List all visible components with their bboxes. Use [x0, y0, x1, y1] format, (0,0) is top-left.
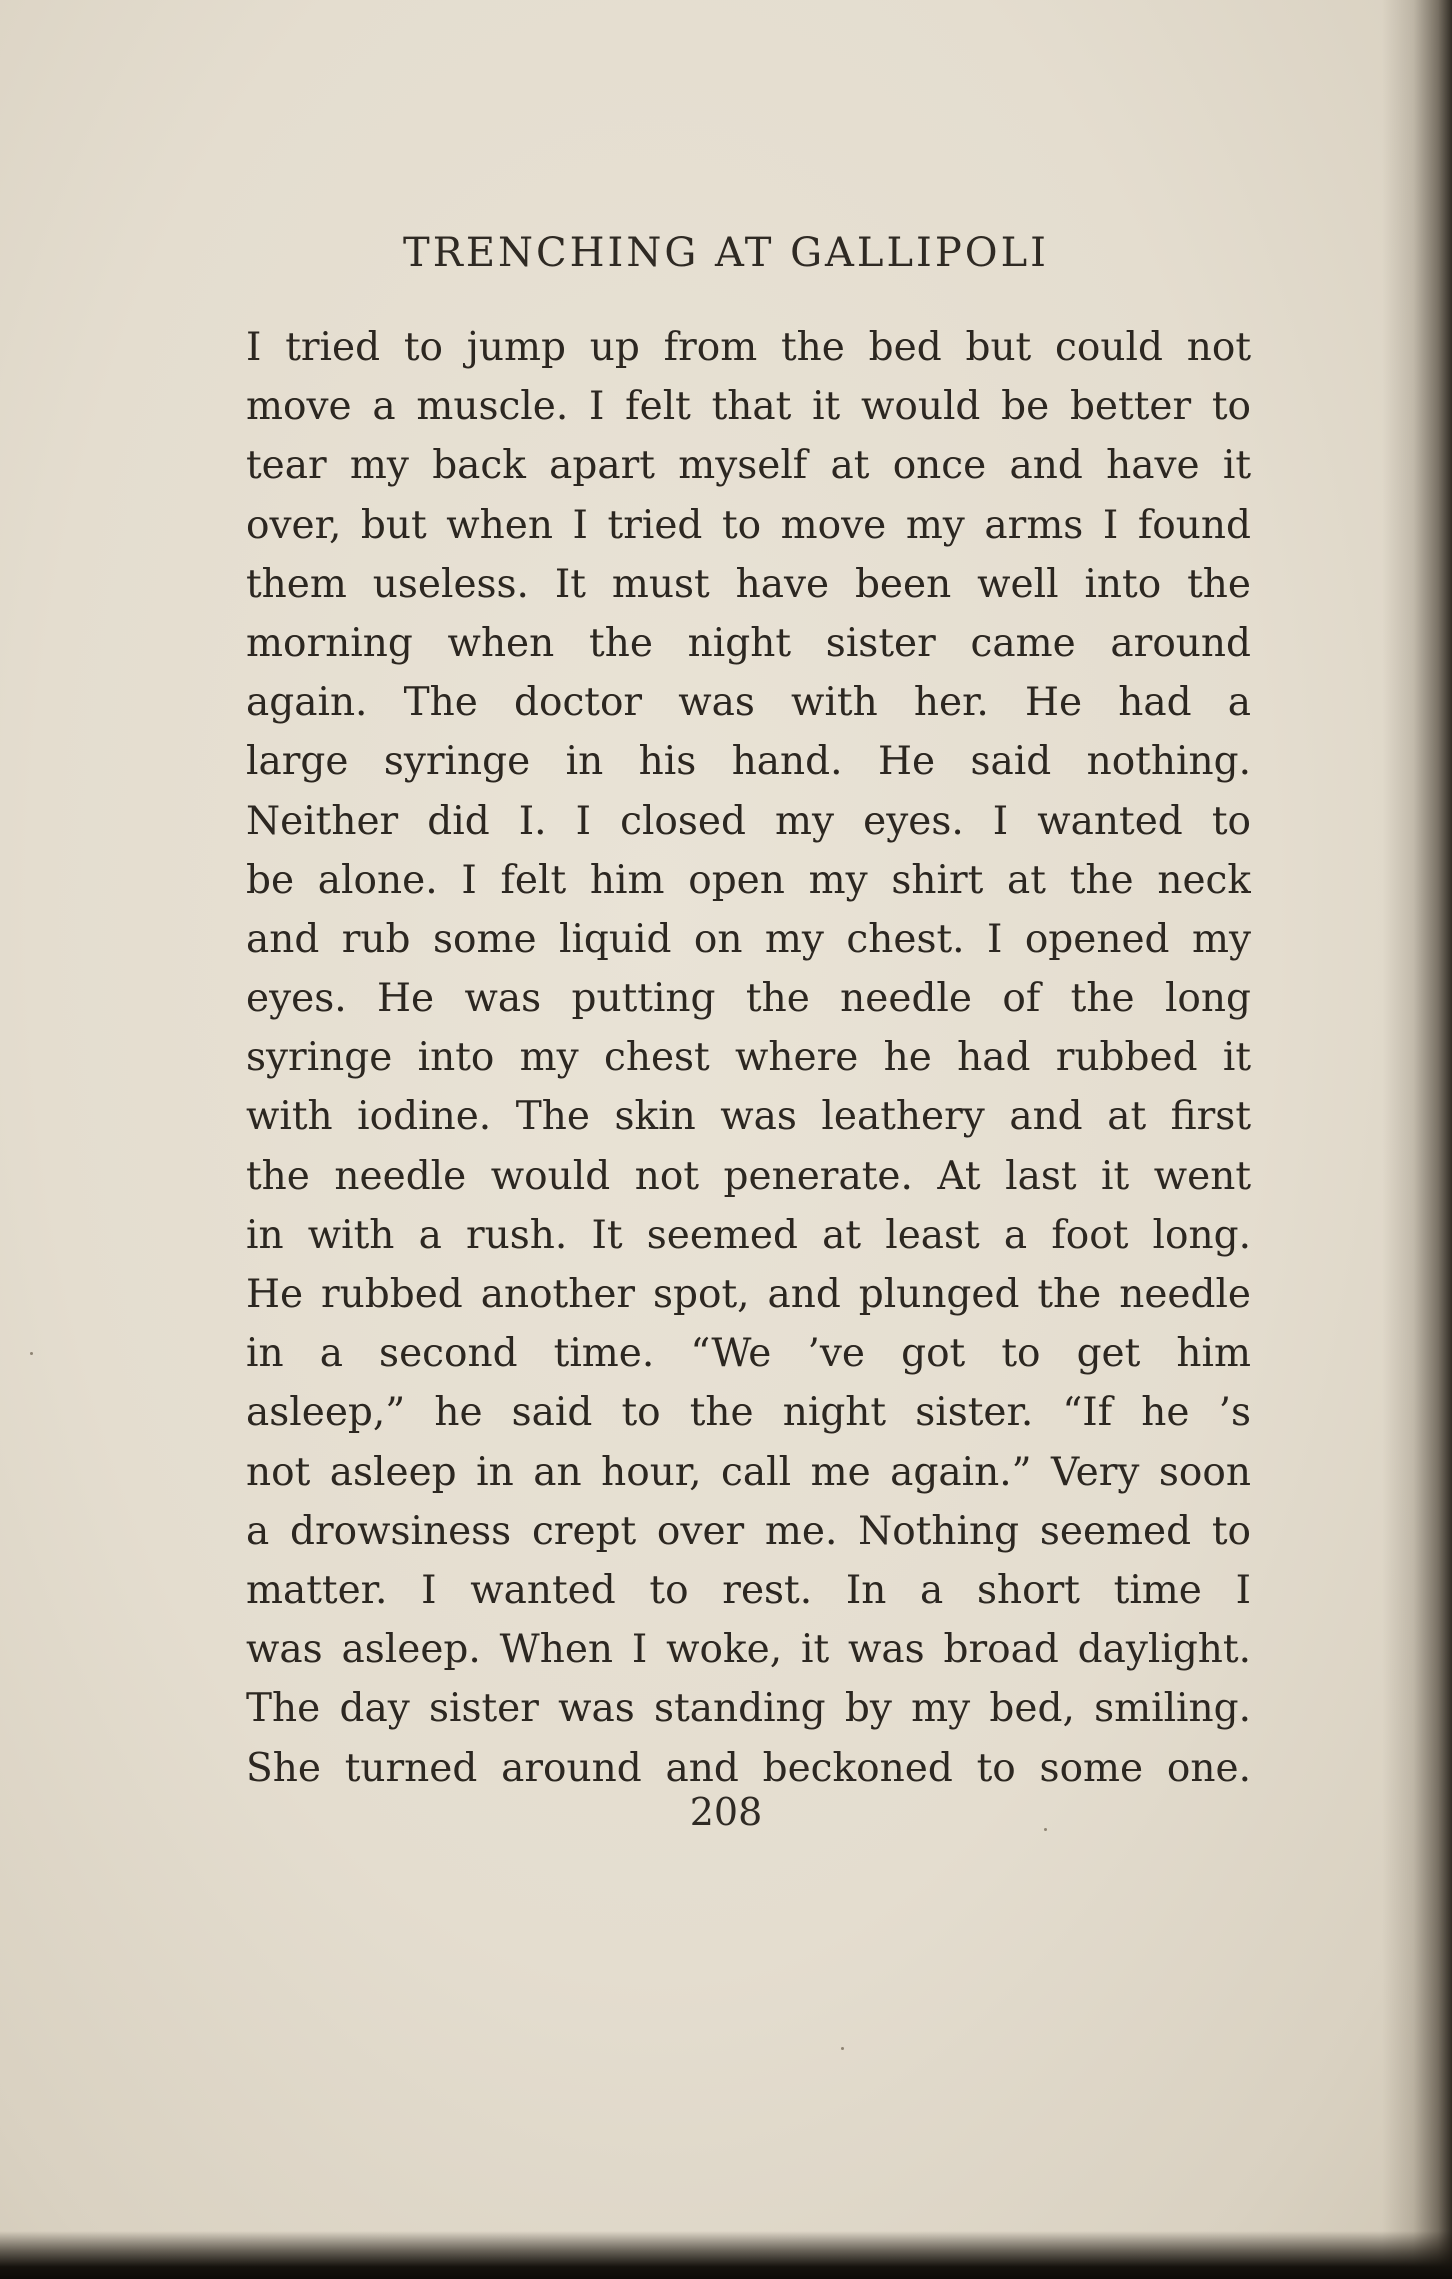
text-line: She turned around and beckoned to some one. [246, 1745, 1251, 1791]
text-line: syringe into my chest where he had rubbed it [246, 1035, 1251, 1081]
page-number: 208 [689, 1790, 763, 1834]
text-line: the needle would not penerate. At last it went [246, 1153, 1251, 1199]
running-head: TRENCHING AT GALLIPOLI [403, 230, 1049, 276]
text-line: with iodine. The skin was leathery and at first [246, 1094, 1251, 1140]
page-bottom-edge [0, 2231, 1452, 2279]
paper-speck [1044, 1828, 1047, 1831]
text-line: Neither did I. I closed my eyes. I wanted to [246, 798, 1251, 844]
body-text [246, 318, 1251, 1798]
page-spine-shadow [1382, 0, 1452, 2279]
text-line: again. The doctor was with her. He had a [246, 680, 1251, 726]
text-line: and rub some liquid on my chest. I opened my [246, 916, 1251, 962]
text-line: a drowsiness crept over me. Nothing seemed to [246, 1508, 1251, 1554]
text-line: tear my back apart myself at once and have it [246, 443, 1251, 489]
text-line: in with a rush. It seemed at least a foot long. [246, 1212, 1251, 1258]
text-line: The day sister was standing by my bed, smiling. [246, 1686, 1251, 1732]
text-line: large syringe in his hand. He said nothing. [246, 739, 1251, 785]
paper-speck [841, 2047, 844, 2050]
text-line: be alone. I felt him open my shirt at the neck [246, 857, 1251, 903]
text-line: move a muscle. I felt that it would be better to [246, 384, 1251, 430]
text-line: in a second time. “We ’ve got to get him [246, 1331, 1251, 1377]
text-line: asleep,” he said to the night sister. “If he ’s [246, 1390, 1251, 1436]
text-line: not asleep in an hour, call me again.” Very soon [246, 1449, 1251, 1495]
text-line: them useless. It must have been well into the [246, 561, 1251, 607]
text-line: I tried to jump up from the bed but could not [246, 325, 1251, 370]
text-line: was asleep. When I woke, it was broad daylight. [246, 1627, 1251, 1673]
text-line: matter. I wanted to rest. In a short time I [246, 1567, 1251, 1613]
text-line: eyes. He was putting the needle of the long [246, 976, 1251, 1022]
text-line: morning when the night sister came around [246, 620, 1251, 666]
text-line: He rubbed another spot, and plunged the needle [246, 1272, 1251, 1317]
text-line: over, but when I tried to move my arms I found [246, 502, 1251, 548]
paper-speck [30, 1352, 33, 1355]
